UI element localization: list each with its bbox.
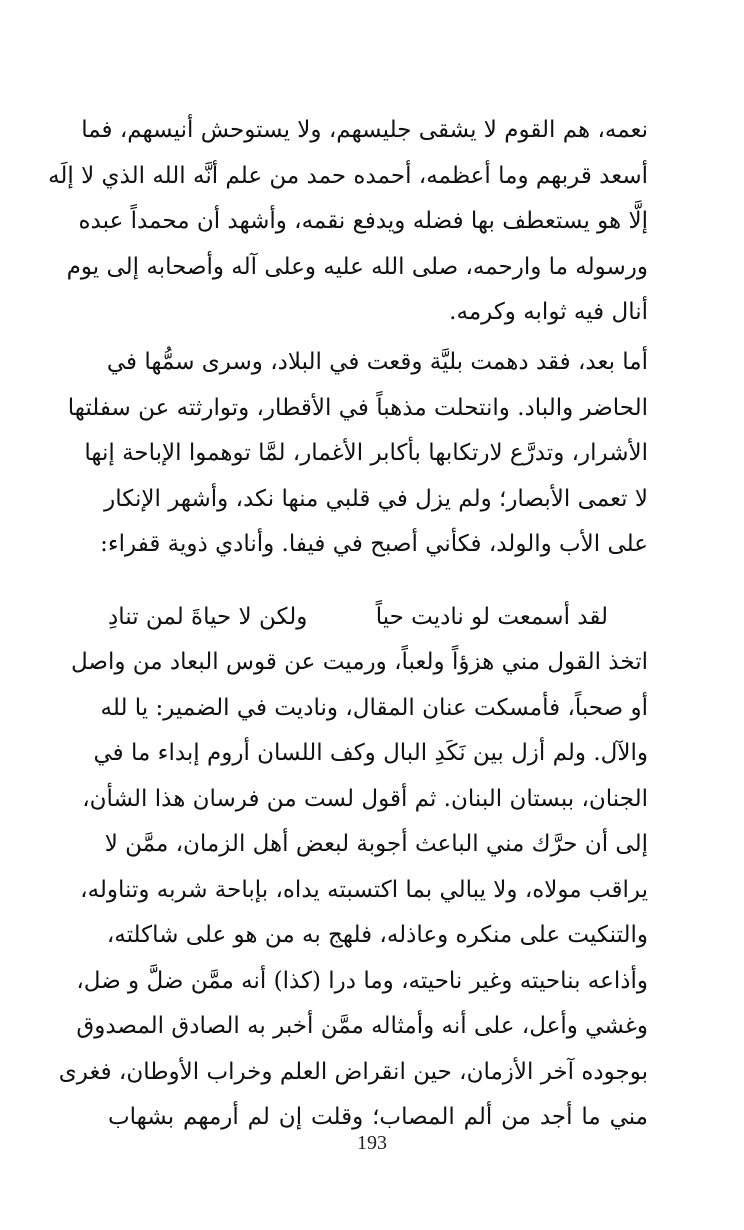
paragraph-narrative [58, 640, 648, 1141]
paragraph-opening-praise [48, 108, 648, 336]
paragraph-line: اتخذ القول مني هزؤاً ولعباً، ورميت عن قوس البعاد من واصل [71, 649, 648, 675]
paragraph-line: والتنكيت على منكره وعاذله، فلهج به من هو على شاكلته، [106, 922, 648, 948]
paragraph-line: وأذاعه بناحيته وغير ناحيته، وما درا (كذا) أنه ممَّن ضلَّ و ضل، [76, 967, 648, 994]
paragraph-amma-baad [67, 340, 648, 568]
page-number: 193 [357, 1132, 387, 1154]
paragraph-line: أنال فيه ثوابه وكرمه. [449, 299, 648, 325]
paragraph-line: وغشي وأعل، على أنه وأمثاله ممَّن أخبر به الصادق المصدوق [76, 1013, 648, 1039]
paragraph-line: الحاضر والباد. وانتحلت مذهباً في الأقطار، وتوارثته عن سفلتها [67, 394, 648, 421]
poetry-verse [108, 595, 648, 641]
paragraph-line: أسعد قربهم وما أعظمه، أحمده حمد من علم أنَّه الله الذي لا إلَه [48, 162, 648, 189]
paragraph-line: مني ما أجد من ألم المصاب؛ وقلت إن لم أرمهم بشهاب [108, 1104, 648, 1130]
paragraph-line: إلَّا هو يستعطف بها فضله ويدفع نقمه، وأشهد أن محمداً عبده [78, 208, 648, 234]
paragraph-line: يراقب مولاه، ولا يبالي بما اكتسبته يداه، بإباحة شربه وتناوله، [80, 876, 648, 903]
paragraph-line: والآل. ولم أزل بين نَكَدِ البال وكف اللسان أروم إبداء ما في [93, 740, 648, 766]
paragraph-line: لا تعمى الأبصار؛ ولم يزل في قلبي منها نكد، وأشهر الإنكار [104, 485, 648, 512]
paragraph-line: على الأب والولد، فكأني أصبح في فيفا. وأنادي ذوية قفراء: [100, 531, 648, 557]
paragraph-line: بوجوده آخر الأزمان، حين انقراض العلم وخراب الأوطان، فغرى [58, 1058, 648, 1085]
paragraph-line: أما بعد، فقد دهمت بليَّة وقعت في البلاد، وسرى سمُّها في [106, 349, 648, 375]
verse-second-hemistich: ولكن لا حياةَ لمن تنادِ [108, 604, 308, 630]
paragraph-line: أو صحباً، فأمسكت عنان المقال، وناديت في الضمير: يا لله [100, 694, 648, 721]
paragraph-line: الجنان، ببستان البنان. ثم أقول لست من فرسان هذا الشأن، [82, 785, 648, 812]
paragraph-line: نعمه، هم القوم لا يشقى جليسهم، ولا يستوحش أنيسهم، فما [81, 117, 648, 143]
paragraph-line: ورسوله ما وارحمه، صلى الله عليه وعلى آله وأصحابه إلى يوم [66, 253, 648, 280]
verse-first-hemistich: لقد أسمعت لو ناديت حياً [375, 604, 608, 630]
paragraph-line: إلى أن حرَّك مني الباعث أجوبة لبعض أهل الزمان، ممَّن لا [104, 831, 648, 857]
paragraph-line: الأشرار، وتدرَّع لارتكابها بأكابر الأغمار، لمَّا توهموا الإباحة إنها [84, 440, 648, 466]
